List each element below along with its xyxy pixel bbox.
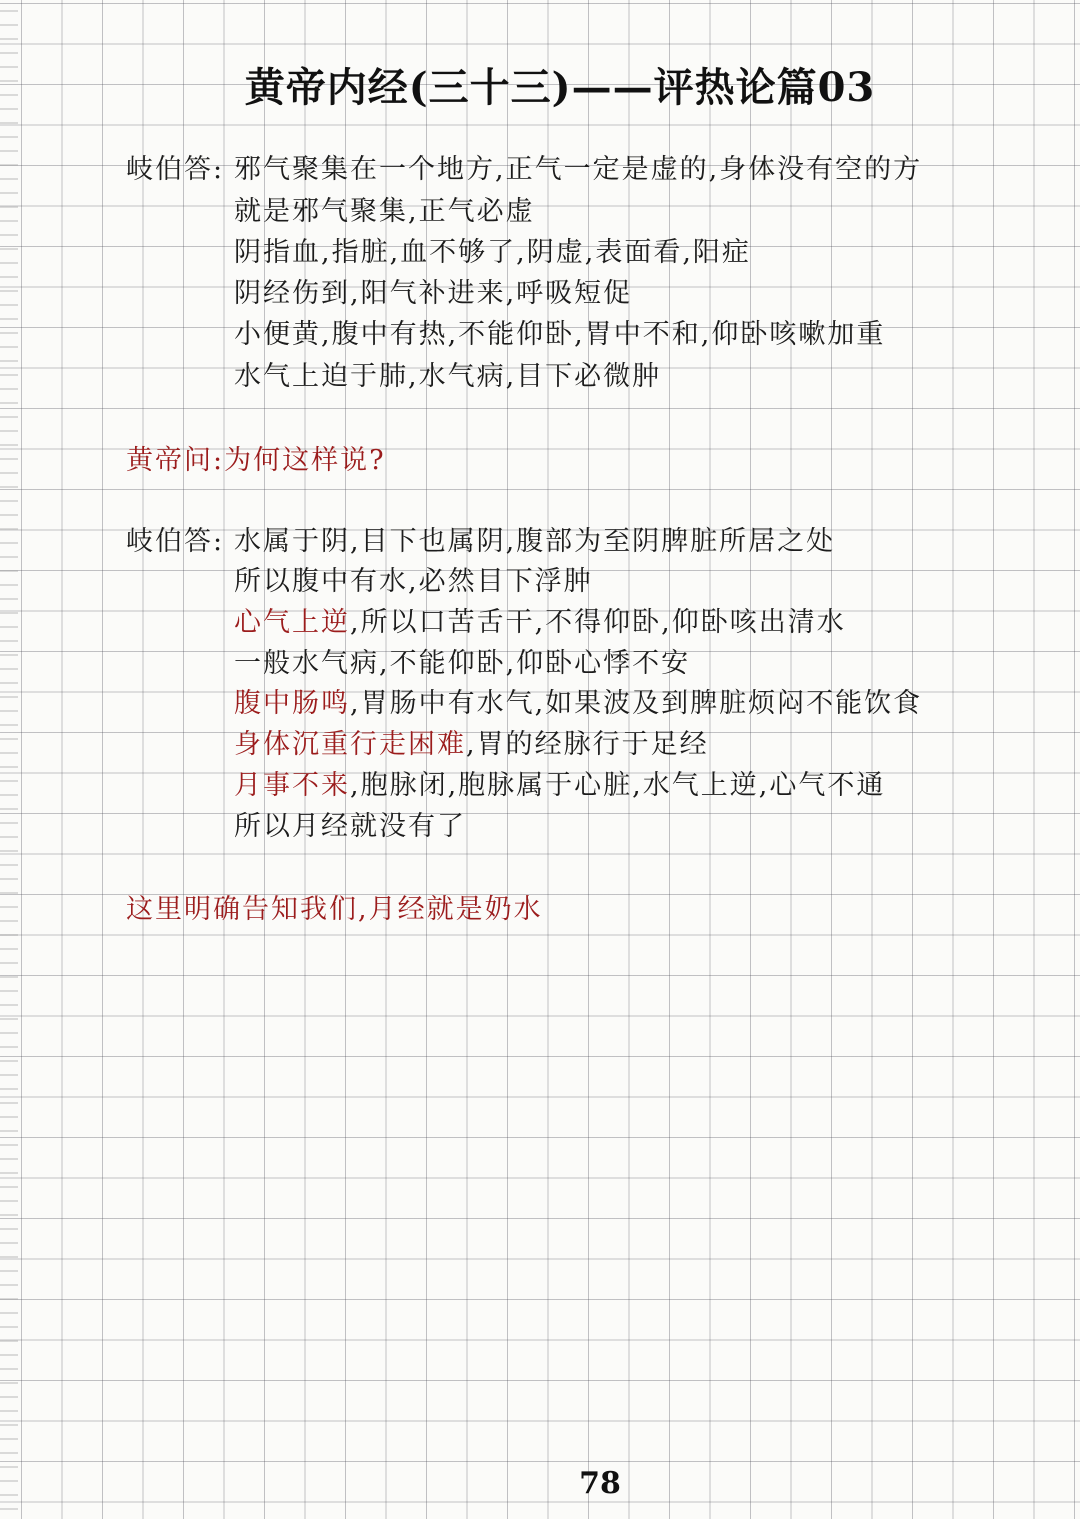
- highlight-phrase: 腹中肠鸣: [234, 688, 350, 719]
- note-text: ,所以口苦舌干,不得仰卧,仰卧咳出清水: [350, 607, 846, 638]
- note-text: ,胃的经脉行于足经: [466, 729, 709, 760]
- note-line: 所以腹中有水,必然目下浮肿: [234, 566, 593, 597]
- note-line: [234, 684, 922, 724]
- note-line: 阴指血,指脏,血不够了,阴虚,表面看,阳症: [234, 237, 751, 268]
- note-line: 所以月经就没有了: [234, 811, 466, 842]
- note-line: 阴经伤到,阳气补进来,呼吸短促: [234, 278, 633, 309]
- highlight-phrase: 心气上逆: [234, 607, 350, 638]
- notebook-binding-edge: [0, 0, 18, 1519]
- note-text: ,胃肠中有水气,如果波及到脾脏烦闷不能饮食: [350, 688, 923, 719]
- highlight-phrase: 身体沉重行走困难: [234, 729, 466, 760]
- note-line: [234, 603, 846, 643]
- note-text: ,胞脉闭,胞脉属于心脏,水气上逆,心气不通: [350, 770, 886, 801]
- note-line: 就是邪气聚集,正气必虚: [234, 196, 535, 227]
- note-line: 一般水气病,不能仰卧,仰卧心悸不安: [234, 648, 691, 679]
- speaker-label: 岐伯答:: [126, 154, 225, 185]
- note-line: 水属于阴,目下也属阴,腹部为至阴脾脏所居之处: [234, 526, 836, 557]
- page-title: 黄帝内经(三十三)——评热论篇03: [244, 64, 876, 111]
- note-line: 邪气聚集在一个地方,正气一定是虚的,身体没有空的方: [234, 154, 923, 185]
- conclusion-line: 这里明确告知我们,月经就是奶水: [126, 894, 543, 925]
- page-number: 78: [579, 1466, 621, 1501]
- note-line: 水气上迫于肺,水气病,目下必微肿: [234, 361, 662, 392]
- note-line: 小便黄,腹中有热,不能仰卧,胃中不和,仰卧咳嗽加重: [234, 319, 886, 350]
- note-line: [234, 725, 709, 765]
- question-line: 黄帝问:为何这样说?: [126, 445, 386, 476]
- speaker-label: 岐伯答:: [126, 526, 225, 557]
- highlight-phrase: 月事不来: [234, 770, 350, 801]
- note-line: [234, 766, 885, 806]
